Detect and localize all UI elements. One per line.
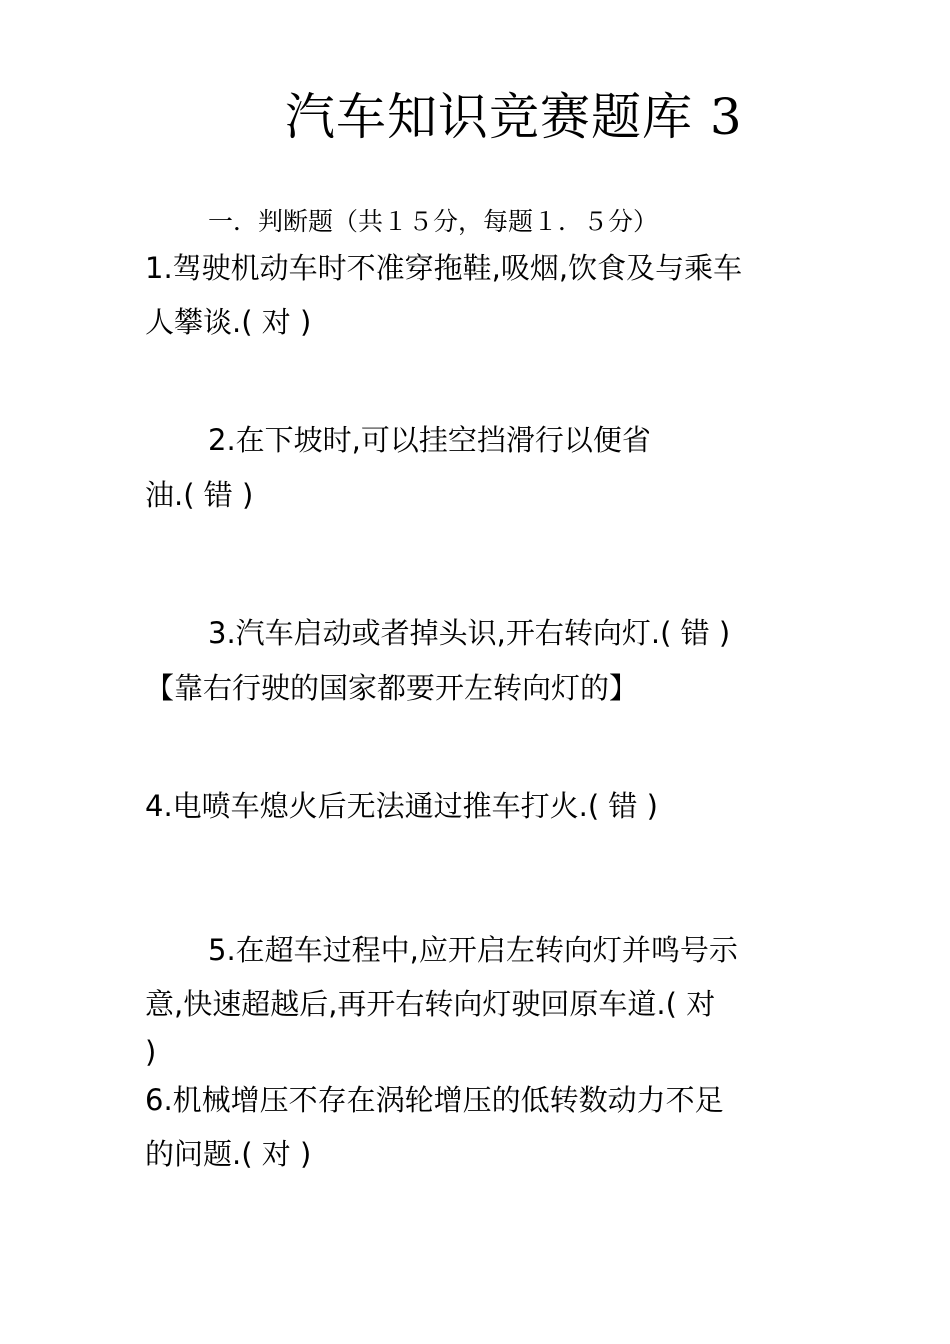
question-3-line-1: 3.汽车启动或者掉头识,开右转向灯.( 错 ) (208, 616, 731, 650)
question-4-line-1: 4.电喷车熄火后无法通过推车打火.( 错 ) (145, 789, 658, 823)
question-6-line-1: 6.机械增压不存在涡轮增压的低转数动力不足 (145, 1083, 724, 1117)
document-title: 汽车知识竞赛题库 3 (285, 88, 743, 146)
question-2-line-2: 油.( 错 ) (145, 478, 254, 512)
question-1-line-1: 1.驾驶机动车时不准穿拖鞋,吸烟,饮食及与乘车 (145, 251, 743, 285)
question-1-line-2: 人攀谈.( 对 ) (145, 305, 312, 339)
question-3-note: 【靠右行驶的国家都要开左转向灯的】 (145, 671, 639, 705)
question-5-line-3: ) (145, 1035, 157, 1069)
question-6-line-2: 的问题.( 对 ) (145, 1137, 312, 1171)
section-heading: 一．判断题（共１５分，每题１．５分） (208, 207, 659, 236)
question-2-line-1: 2.在下坡时,可以挂空挡滑行以便省 (208, 423, 651, 457)
question-5-line-1: 5.在超车过程中,应开启左转向灯并鸣号示 (208, 933, 738, 967)
question-5-line-2: 意,快速超越后,再开右转向灯驶回原车道.( 对 (145, 987, 716, 1021)
